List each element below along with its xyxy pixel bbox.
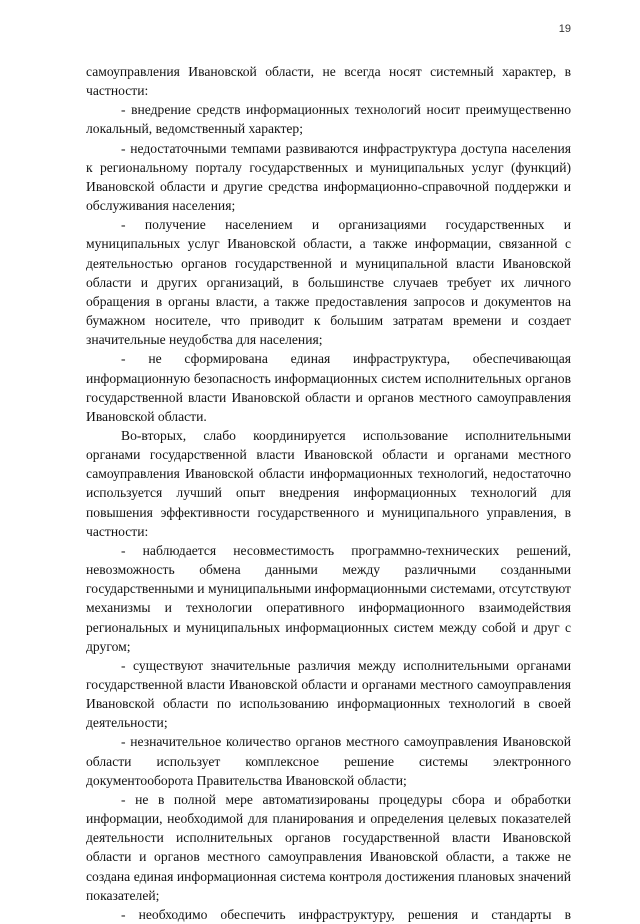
document-body bbox=[86, 62, 571, 924]
paragraph: - незначительное количество органов местного самоуправления Ивановской области использует комплексное решение системы электронного документооборота Правительства Ивановской области; bbox=[86, 734, 571, 788]
paragraph: - внедрение средств информационных технологий носит преимущественно локальный, ведомственный характер; bbox=[86, 102, 571, 137]
paragraph: - необходимо обеспечить инфраструктуру, решения и стандарты в bbox=[121, 906, 571, 922]
paragraph: - недостаточными темпами развиваются инфраструктура доступа населения к региональному порталу государственных и муниципальных услуг (функций) Ивановской области и другие средства информационно-справочной поддержки и обслуживания населения; bbox=[86, 140, 571, 214]
paragraph: - не в полной мере автоматизированы процедуры сбора и обработки информации, необходимой для планирования и определения целевых показателей деятельности исполнительных органов государственной власти Ивановской области и органов местного самоуправления Ивановской области, а также не создана единая информационная система контроля достижения плановых значений показателей; bbox=[86, 791, 571, 903]
page-number: 19 bbox=[558, 23, 571, 35]
paragraph: Во-вторых, слабо координируется использование исполнительными органами государственной власти Ивановской области и органами местного самоуправления Ивановской области информационных технологий, недостаточно используется лучший опыт внедрения информационных технологий для повышения эффективности государственного и муниципального управления, в частности: bbox=[86, 427, 571, 539]
paragraph: - получение населением и организациями государственных и муниципальных услуг Ивановской области, а также информации, связанной с деятельностью органов государственной и муниципальной власти Ивановской области и других организаций, в большинстве случаев требует их личного обращения в органы власти, а также предоставления запросов и документов на бумажном носителе, что приводит к большим затратам времени и создает значительные неудобства для населения; bbox=[86, 217, 571, 348]
paragraph: - не сформирована единая инфраструктура, обеспечивающая информационную безопасность информационных систем исполнительных органов государственной власти Ивановской области и органов местного самоуправления Ивановской области. bbox=[86, 351, 571, 424]
paragraph: - существуют значительные различия между исполнительными органами государственной власти Ивановской области и органами местного самоуправления Ивановской области по использованию информационных технологий в своей деятельности; bbox=[86, 657, 571, 731]
paragraph: - наблюдается несовместимость программно-технических решений, невозможность обмена данными между различными созданными государственными и муниципальными информационными системами, отсутствуют механизмы и технологии оперативного информационного взаимодействия региональных и муниципальных информационных систем между собой и друг с другом; bbox=[86, 542, 571, 654]
paragraph: самоуправления Ивановской области, не всегда носят системный характер, в частности: bbox=[86, 64, 571, 99]
